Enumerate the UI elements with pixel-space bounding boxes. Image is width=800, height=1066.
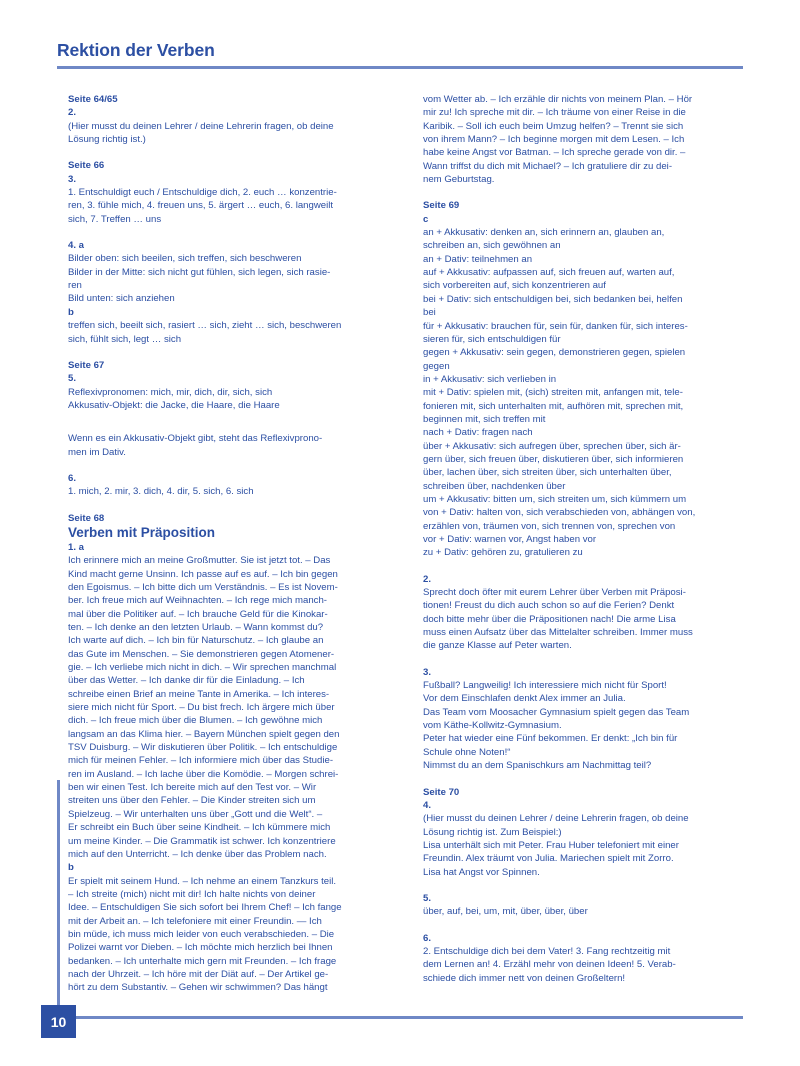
answer-block (423, 945, 745, 985)
text-line: vor + Dativ: warnen vor, Angst haben vor (423, 534, 597, 545)
text-line: ber. Ich freue mich auf Weihnachten. – Ich rege mich manch- (68, 595, 327, 607)
text-line: mit der Arbeit an. – Ich telefoniere mit einer Freundin. — Ich (68, 915, 322, 927)
text-line: bei (423, 307, 436, 319)
exercise-number: 3. (423, 666, 432, 678)
text-line: schiede dich immer nett von deinen Großeltern! (423, 972, 626, 984)
page-number: 10 (41, 1005, 76, 1038)
text-line: tionen! Freust du dich auch schon so auf die Ferien? Denkt (423, 600, 675, 612)
text-line: dich. – Ich freue mich über die Blumen. – Ich gewöhne mich (68, 715, 323, 727)
text-line: Er schreibt ein Buch über seine Kindheit. – Ich kümmere mich (68, 822, 331, 834)
text-line: gie. – Ich verliebe mich nicht in dich. – Wir sprechen manchmal (68, 662, 337, 674)
text-line: TSV Duisburg. – Wir diskutieren über Politik. – Ich entschuldige (68, 742, 338, 754)
answer-line: 1. mich, 2. mir, 3. dich, 4. dir, 5. sich, 6. sich (68, 486, 254, 498)
text-line: gegen (423, 360, 450, 372)
text-line: mir zu! Ich spreche mit dir. – Ich träume von einer Reise in die (423, 107, 686, 119)
text-line: ren, 3. fühle mich, 4. freuen uns, 5. ärgert … euch, 6. langweilt (68, 200, 334, 212)
text-line: bin müde, ich muss mich leider von euch verabschieden. – Die (68, 928, 335, 940)
text-line: – Ich streite (mich) nicht mit dir! Ich halte nichts von deiner (68, 888, 316, 900)
text-line: das Gute im Menschen. – Sie demonstrieren gegen Atomener- (68, 648, 335, 660)
text-line: Freundin. Alex träumt von Julia. Mariechen spielt mit Zorro. (423, 853, 674, 865)
text-line: men im Dativ. (68, 446, 126, 458)
text-line: dem Lernen an! 4. Erzähl mehr von deinen Ideen! 5. Verab- (423, 959, 676, 971)
exercise-number: 3. (68, 173, 77, 185)
answer-block (68, 554, 392, 861)
section-heading: Seite 66 (68, 160, 105, 172)
text-line: Lösung richtig ist. Zum Beispiel:) (423, 826, 562, 838)
text-line: (Hier musst du deinen Lehrer / deine Lehrerin fragen, ob deine (423, 813, 689, 825)
section-heading: Seite 69 (423, 200, 460, 212)
topic-heading: Verben mit Präposition (68, 524, 216, 540)
text-line: ren im Ausland. – Ich lache über die Komödie. – Morgen schrei- (68, 768, 339, 780)
text-line: Lisa unterhält sich mit Peter. Frau Huber telefoniert mit einer (423, 839, 679, 851)
text-line: schreiben an, sich gewöhnen an (423, 240, 561, 252)
text-line: an + Dativ: teilnehmen an (423, 253, 533, 265)
text-line: sieren für, sich entschuldigen für (423, 333, 561, 345)
text-line: langsam an das Klima hier. – Bayern München spielt gegen den (68, 728, 340, 740)
exercise-number: 5. (423, 892, 432, 904)
text-line: Sprecht doch öfter mit eurem Lehrer über Verben mit Präposi- (423, 587, 686, 599)
answer-block (68, 319, 392, 346)
exercise-number: 2. (68, 107, 77, 119)
text-line: von ihrem Mann? – Ich beginne morgen mit dem Lesen. – Ich (423, 134, 685, 146)
text-line: gern über, sich freuen über, diskutieren über, sich informieren (423, 453, 684, 465)
answer-block (423, 679, 745, 772)
text-line: beginnen mit, sich treffen mit (423, 413, 546, 425)
text-line: Peter hat wieder eine Fünf bekommen. Er denkt: „Ich bin für (423, 733, 678, 745)
text-line: Bilder in der Mitte: sich nicht gut fühlen, sich legen, sich rasie- (68, 266, 331, 278)
note-block (68, 432, 392, 459)
answer-block (68, 252, 392, 305)
text-line: hört zu dem Substantiv. – Gehen wir schwimmen? Das hängt (68, 982, 328, 994)
text-line: siere mich nicht für Sport. – Du bist frech. Ich ärgere mich über (68, 702, 335, 714)
text-line: Lösung richtig ist.) (68, 134, 146, 146)
text-line: fonieren mit, sich unterhalten mit, aufhören mit, sprechen mit, (423, 400, 684, 412)
title-divider (57, 66, 743, 69)
text-line: über + Akkusativ: sich aufregen über, sprechen über, sich är- (423, 440, 681, 452)
text-line: Ich warte auf dich. – Ich bin für Naturschutz. – Ich glaube an (68, 635, 324, 647)
text-line: vom Käthe-Kollwitz-Gymnasium. (423, 720, 562, 732)
text-line: sich vorbereiten auf, sich konzentrieren auf (423, 280, 606, 292)
text-line: über das Wetter. – Ich danke dir für die Einladung. – Ich (68, 675, 305, 687)
exercise-letter: c (423, 213, 429, 225)
text-line: Karibik. – Soll ich euch beim Umzug helfen? – Trennt sie sich (423, 120, 684, 132)
text-line: nem Geburtstag. (423, 174, 495, 186)
text-line: um + Akkusativ: bitten um, sich streiten um, sich kümmern um (423, 493, 687, 505)
exercise-number: 1. a (68, 541, 85, 553)
text-line: Akkusativ-Objekt: die Jacke, die Haare, die Haare (68, 399, 280, 411)
answer-block (423, 812, 745, 879)
text-line: Wann triffst du dich mit Michael? – Ich gratuliere dir zu dei- (423, 160, 673, 172)
text-line: sich, fühlt sich, legt … sich (68, 333, 182, 345)
text-line: Nimmst du an dem Spanischkurs am Nachmittag teil? (423, 760, 652, 772)
text-line: ten. – Ich denke an den letzten Urlaub. – Wann kommst du? (68, 622, 324, 633)
text-line: über, lachen über, sich streiten über, sich unterhalten über, (423, 467, 672, 479)
text-line: nach der Uhrzeit. – Ich höre mit der Diät auf. – Der Artikel ge- (68, 968, 329, 980)
text-line: auf + Akkusativ: aufpassen auf, sich freuen auf, warten auf, (423, 267, 675, 279)
exercise-number: 4. (423, 799, 432, 811)
text-line: Lisa hat Angst vor Spinnen. (423, 866, 540, 878)
text-line: ren (68, 280, 82, 292)
exercise-letter: b (68, 862, 74, 874)
text-line: ben wir einen Test. Ich bereite mich auf den Test vor. – Wir (68, 782, 317, 794)
text-line: streiten uns über den Fehler. – Die Kinder streiten sich um (68, 795, 316, 807)
text-line: Bild unten: sich anziehen (68, 293, 175, 305)
text-line: Fußball? Langweilig! Ich interessiere mich nicht für Sport! (423, 680, 667, 692)
text-line: mal über die Politiker auf. – Ich brauche Geld für die Kinokar- (68, 608, 328, 620)
exercise-number: 6. (423, 932, 432, 944)
text-line: in + Akkusativ: sich verlieben in (423, 373, 557, 385)
text-line: vom Wetter ab. – Ich erzähle dir nichts von meinem Plan. – Hör (423, 94, 693, 105)
text-line: bedanken. – Ich unterhalte mich gern mit Freunden. – Ich frage (68, 955, 337, 967)
text-line: den Egoismus. – Ich bitte dich um Verständnis. – Es ist Novem- (68, 581, 338, 593)
exercise-letter: b (68, 306, 74, 318)
section-heading: Seite 70 (423, 786, 460, 798)
left-column (68, 93, 392, 995)
text-line: mich auf den Unterricht. – Ich denke über das Problem nach. (68, 848, 327, 860)
text-line: für + Akkusativ: brauchen für, sein für, danken für, sich interes- (423, 320, 688, 332)
margin-rule (57, 780, 60, 1005)
answer-block (423, 586, 745, 653)
text-line: Er spielt mit seinem Hund. – Ich nehme an einem Tanzkurs teil. (68, 875, 337, 887)
text-line: Reflexivpronomen: mich, mir, dich, dir, sich, sich (68, 386, 273, 398)
text-line: doch bitte mehr über die Präpositionen nach! Die arme Lisa (423, 613, 676, 625)
text-line: mich für meinen Fehler. – Ich informiere mich über das Studie- (68, 755, 334, 767)
text-line: (Hier musst du deinen Lehrer / deine Lehrerin fragen, ob deine (68, 120, 334, 132)
text-line: Ich erinnere mich an meine Großmutter. Sie ist jetzt tot. – Das (68, 555, 331, 567)
right-column (423, 93, 745, 985)
section-heading: Seite 64/65 (68, 94, 118, 105)
text-line: sich, 7. Treffen … uns (68, 213, 162, 225)
text-line: gegen + Akkusativ: sein gegen, demonstrieren gegen, spielen (423, 347, 686, 359)
answer-block (68, 120, 392, 147)
answer-line: über, auf, bei, um, mit, über, über, über (423, 906, 588, 918)
text-line: Das Team vom Moosacher Gymnasium spielt gegen das Team (423, 706, 690, 718)
exercise-number: 6. (68, 472, 77, 484)
exercise-number: 5. (68, 373, 77, 385)
text-line: erzählen von, träumen von, sich trennen von, sprechen von (423, 520, 676, 532)
answer-block (68, 186, 392, 226)
exercise-number: 4. a (68, 240, 85, 252)
text-line: bei + Dativ: sich entschuldigen bei, sich bedanken bei, helfen (423, 293, 683, 305)
text-line: schreiben über, nachdenken über (423, 480, 566, 492)
answer-block (423, 93, 745, 186)
text-line: Kind macht gerne Unsinn. Ich passe auf es auf. – Ich bin gegen (68, 568, 338, 580)
text-line: zu + Dativ: gehören zu, gratulieren zu (423, 547, 583, 559)
answer-block (68, 386, 392, 413)
text-line: mit + Dativ: spielen mit, (sich) streiten mit, anfangen mit, tele- (423, 387, 683, 399)
footer-divider (76, 1016, 743, 1019)
text-line: Idee. – Entschuldigen Sie sich sofort bei Ihrem Chef! – Ich fange (68, 902, 342, 914)
text-line: schreibe einen Brief an meine Tante in Amerika. – Ich interes- (68, 688, 330, 700)
section-heading: Seite 68 (68, 512, 105, 524)
text-line: muss einen Aufsatz über das Mittelalter schreiben. Immer muss (423, 627, 693, 639)
text-line: 1. Entschuldigt euch / Entschuldige dich, 2. euch … konzentrie- (68, 187, 337, 199)
text-line: Bilder oben: sich beeilen, sich treffen, sich beschweren (68, 253, 302, 265)
answer-block (423, 226, 745, 560)
text-line: Polizei warnt vor Dieben. – Ich möchte mich herzlich bei Ihnen (68, 942, 333, 954)
page-title: Rektion der Verben (57, 40, 215, 60)
text-line: Schule ohne Noten!“ (423, 746, 511, 758)
exercise-number: 2. (423, 573, 432, 585)
text-line: von + Dativ: halten von, sich verabschieden von, abhängen von, (423, 507, 696, 519)
text-line: an + Akkusativ: denken an, sich erinnern an, glauben an, (423, 227, 665, 239)
text-line: um meine Kinder. – Die Grammatik ist schwer. Ich konzentriere (68, 835, 336, 847)
text-line: habe keine Angst vor Batman. – Ich spreche gerade von dir. – (423, 147, 686, 159)
text-line: treffen sich, beeilt sich, rasiert … sich, zieht … sich, beschweren (68, 320, 342, 332)
text-line: Wenn es ein Akkusativ-Objekt gibt, steht das Reflexivprono- (68, 433, 323, 445)
section-heading: Seite 67 (68, 359, 105, 371)
text-line: die ganze Klasse auf Peter warten. (423, 640, 572, 652)
text-line: Spielzeug. – Wir unterhalten uns über „Gott und die Welt“. – (68, 808, 323, 820)
answer-block (68, 875, 392, 995)
text-line: 2. Entschuldige dich bei dem Vater! 3. Fang rechtzeitig mit (423, 945, 671, 957)
text-line: nach + Dativ: fragen nach (423, 427, 533, 439)
text-line: Vor dem Einschlafen denkt Alex immer an Julia. (423, 693, 626, 705)
